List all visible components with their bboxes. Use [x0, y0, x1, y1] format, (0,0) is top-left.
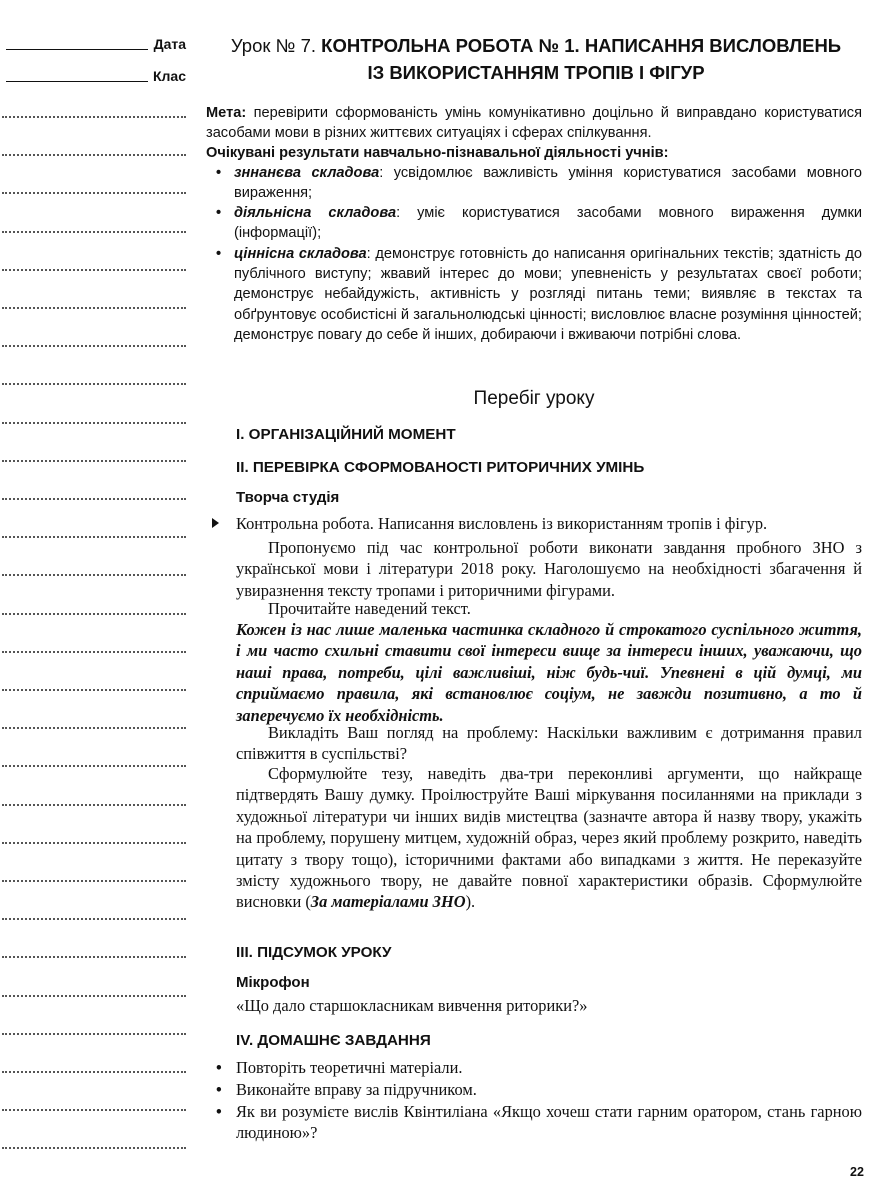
microphone-heading: Мікрофон: [236, 974, 310, 991]
expected-item-values: [216, 244, 862, 345]
section-1-heading: І. ОРГАНІЗАЦІЙНИЙ МОМЕНТ: [236, 426, 456, 443]
dotted-note-line: [2, 651, 186, 653]
homework-item: [216, 1101, 862, 1144]
date-label: Дата: [153, 36, 186, 52]
arrow-marker-icon: [212, 518, 219, 528]
bullet-icon: •: [216, 165, 222, 181]
bullet-icon: •: [216, 1102, 222, 1121]
bullet-icon: •: [216, 205, 222, 221]
bullet-icon: •: [216, 246, 222, 262]
dotted-note-line: [2, 613, 186, 615]
dotted-note-line: [2, 269, 186, 271]
dotted-note-line: [2, 1033, 186, 1035]
dotted-note-line: [2, 1109, 186, 1111]
course-of-lesson-title: Перебіг уроку: [473, 388, 595, 409]
expected-results-heading: Очікувані результати навчально-пізнавальної діяльності учнів:: [206, 145, 669, 161]
dotted-note-line: [2, 995, 186, 997]
dotted-note-line: [2, 880, 186, 882]
expected-item-term: ціннісна складова: [234, 246, 367, 262]
dotted-note-line: [2, 689, 186, 691]
dotted-note-line: [2, 422, 186, 424]
dotted-note-line: [2, 498, 186, 500]
expected-item-knowledge: [216, 163, 862, 203]
bullet-icon: •: [216, 1058, 222, 1077]
studio-paragraph-1: Пропонуємо під час контрольної роботи виконати завдання пробного ЗНО з української мови і літератури 2018 року. Наголошуємо на необхідності збагачення й увиразнення тексту тропами і риторичними фігурами.: [236, 538, 862, 600]
section-4-heading: IV. ДОМАШНЄ ЗАВДАННЯ: [236, 1032, 431, 1049]
studio-paragraph-4: [236, 763, 862, 913]
dotted-note-line: [2, 383, 186, 385]
class-field[interactable]: [4, 66, 186, 86]
test-task-item: [236, 513, 862, 534]
studio-paragraph-3: Викладіть Ваш погляд на проблему: Наскільки важливим є дотримання правил співжиття в суспільстві?: [236, 723, 862, 764]
dotted-note-line: [2, 536, 186, 538]
bullet-icon: •: [216, 1080, 222, 1099]
studio-quote: Кожен із нас лише маленька частинка складного й строкатого суспільного життя, і ми часто схильні ставити свої інтереси вище за інтереси інших, уважаючи, що наші права, потреби, цілі важливіші, ніж будь-чиї. Упевнені в цій думці, ми сприймаємо правила, які встановлює соціум, не завжди позитивно, а то й заперечуємо їх необхідність.: [236, 620, 862, 725]
homework-item-text: Повторіть теоретичні матеріали.: [236, 1058, 463, 1077]
goal-label: Мета:: [206, 105, 247, 121]
expected-item-text: : демонструє готовність до написання оригінальних текстів; здатність до публічного виступу; жвавий інтерес до мови; упевненість у результатах своєї роботи; демонструє небайдужість, активність у розгляді питань теми; виявляє в текстах та обґрунтовує особистісні й загальнолюдські цінності; висловлює власне розуміння цінностей; демонструє повагу до себе й інших, добираючи і вживаючи потрібні слова.: [234, 246, 862, 343]
expected-item-text: : усвідомлює важливість уміння користуватися засобами мовного вираження;: [234, 165, 862, 202]
class-label: Клас: [152, 68, 186, 84]
page-number: 22: [850, 1165, 864, 1179]
lesson-number: Урок № 7.: [230, 35, 317, 56]
dotted-note-line: [2, 1071, 186, 1073]
dotted-note-line: [2, 804, 186, 806]
studio-paragraph-2: Прочитайте наведений текст.: [268, 599, 471, 618]
date-field[interactable]: [4, 34, 186, 54]
lesson-title-line1: КОНТРОЛЬНА РОБОТА № 1. НАПИСАННЯ ВИСЛОВЛЕНЬ: [321, 35, 842, 56]
expected-item-term: зннанєва складова: [234, 165, 380, 181]
expected-item-text: : уміє користуватися засобами мовного вираження думки (інформації);: [234, 205, 862, 242]
microphone-question: «Що дало старшокласникам вивчення риторики?»: [236, 996, 588, 1015]
homework-item: [216, 1057, 862, 1078]
creative-studio-heading: Творча студія: [236, 489, 340, 506]
goal-paragraph: [206, 103, 862, 143]
dotted-note-line: [2, 231, 186, 233]
dotted-note-line: [2, 192, 186, 194]
section-2-heading: ІІ. ПЕРЕВІРКА СФОРМОВАНОСТІ РИТОРИЧНИХ УМІНЬ: [236, 459, 645, 476]
goal-text: перевірити сформованість умінь комунікативно доцільно й виправдано користуватися засобами мови в різних життєвих ситуаціях і сферах спілкування.: [206, 105, 862, 142]
dotted-note-line: [2, 1147, 186, 1149]
dotted-note-line: [2, 574, 186, 576]
homework-item: [216, 1079, 862, 1100]
expected-item-activity: [216, 203, 862, 243]
homework-item-text: Як ви розумієте вислів Квінтиліана «Якщо хочеш стати гарним оратором, стань гарною людиною»?: [236, 1102, 862, 1143]
expected-item-term: діяльнісна складова: [234, 205, 397, 221]
dotted-note-line: [2, 345, 186, 347]
class-line: [6, 81, 148, 82]
dotted-note-line: [2, 116, 186, 118]
dotted-note-line: [2, 727, 186, 729]
dotted-note-line: [2, 765, 186, 767]
homework-item-text: Виконайте вправу за підручником.: [236, 1080, 477, 1099]
test-task-text: Контрольна робота. Написання висловлень із використанням тропів і фігур.: [236, 514, 768, 533]
dotted-note-line: [2, 956, 186, 958]
dotted-note-line: [2, 154, 186, 156]
section-3-heading: ІІІ. ПІДСУМОК УРОКУ: [236, 944, 392, 961]
dotted-note-line: [2, 460, 186, 462]
dotted-note-line: [2, 918, 186, 920]
studio-paragraph-4-text: Сформулюйте тезу, наведіть два-три переконливі аргументи, що найкраще підтвердять Вашу думку. Проілюструйте Ваші міркування посиланнями на приклади з художньої літератури чи інших видів мистецтва (зазначте автора й назву твору, укажіть на проблему, порушену митцем, художній образ, через який проблему розкрито, наведіть цитату з твору тощо), історичними фактами або випадками з життя. Не переказуйте змісту художнього твору, не давайте повної характеристики образів. Сформулюйте висновки (: [236, 764, 862, 912]
dotted-note-line: [2, 842, 186, 844]
source-note: За матеріалами ЗНО: [310, 892, 466, 912]
dotted-note-line: [2, 307, 186, 309]
lesson-title-line2: ІЗ ВИКОРИСТАННЯМ ТРОПІВ І ФІГУР: [367, 62, 705, 83]
studio-paragraph-4-end: ).: [465, 892, 476, 912]
lesson-title: [206, 32, 866, 86]
margin-notes-column: [0, 0, 190, 1200]
date-line: [6, 49, 148, 50]
